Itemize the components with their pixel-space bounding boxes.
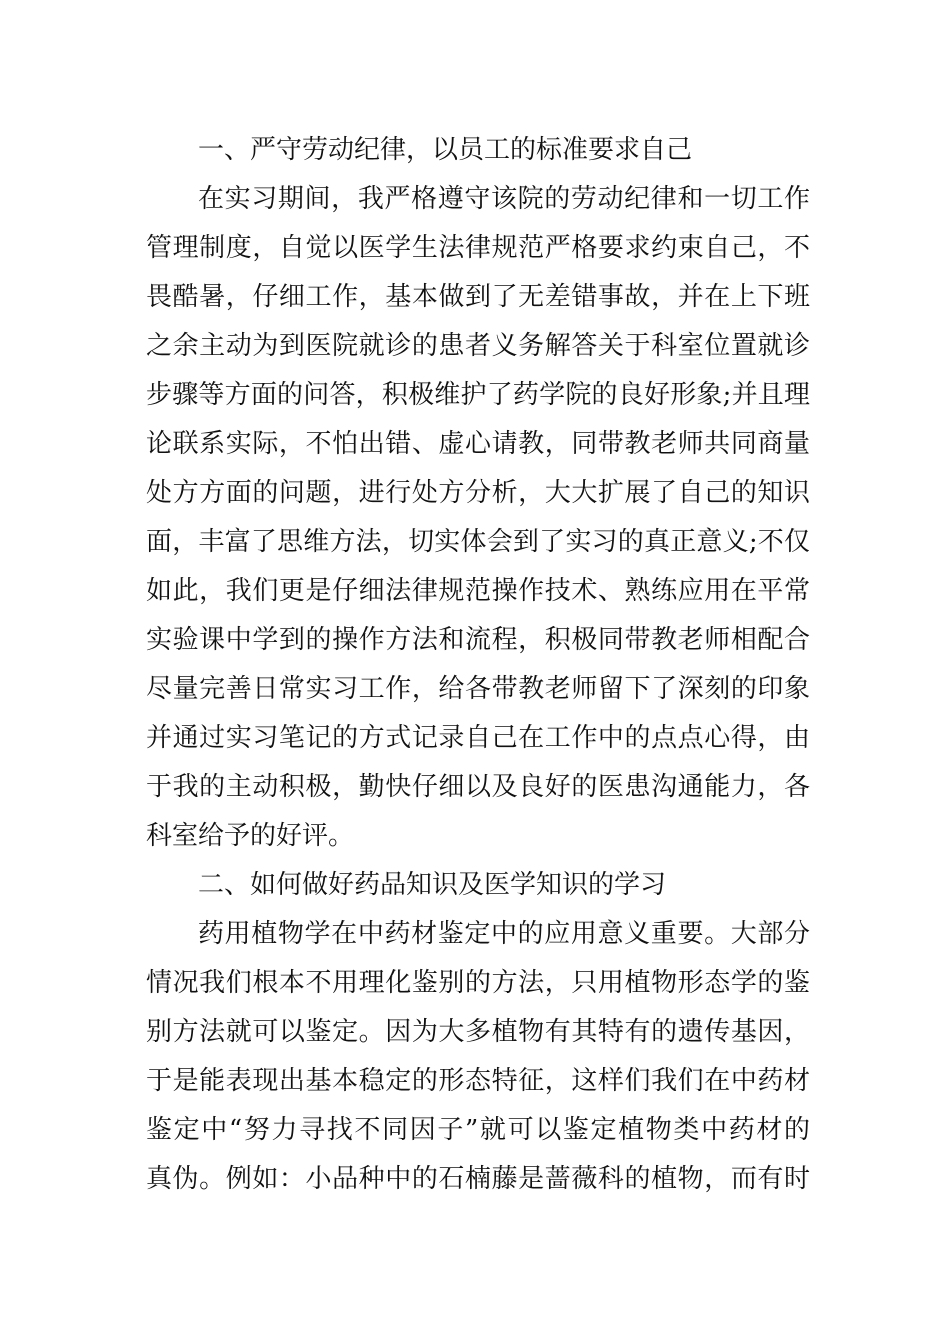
section-1-paragraph-line: 步骤等方面的问答，积极维护了药学院的良好形象;并且理 [146, 380, 810, 410]
section-2-paragraph-line: 真伪。例如：小品种中的石楠藤是蔷薇科的植物，而有时 [146, 1164, 810, 1194]
section-2-paragraph-line: 别方法就可以鉴定。因为大多植物有其特有的遗传基因， [146, 1017, 810, 1047]
section-2-paragraph-line: 鉴定中“努力寻找不同因子”就可以鉴定植物类中药材的 [146, 1115, 810, 1145]
section-1-paragraph-line: 科室给予的好评。 [146, 821, 355, 851]
section-1-paragraph-line: 尽量完善日常实习工作，给各带教老师留下了深刻的印象 [146, 674, 810, 704]
section-1-paragraph-line: 如此，我们更是仔细法律规范操作技术、熟练应用在平常 [146, 576, 810, 606]
section-1-paragraph-line: 于我的主动积极，勤快仔细以及良好的医患沟通能力，各 [146, 772, 810, 802]
section-1-heading: 一、严守劳动纪律，以员工的标准要求自己 [198, 135, 693, 165]
section-1-paragraph-line: 实验课中学到的操作方法和流程，积极同带教老师相配合 [146, 625, 810, 655]
section-2-paragraph-line: 情况我们根本不用理化鉴别的方法，只用植物形态学的鉴 [146, 968, 810, 998]
section-1-paragraph-line: 畏酷暑，仔细工作，基本做到了无差错事故，并在上下班 [146, 282, 810, 312]
section-2-paragraph-line: 药用植物学在中药材鉴定中的应用意义重要。大部分 [198, 919, 810, 949]
section-2-heading: 二、如何做好药品知识及医学知识的学习 [198, 870, 667, 900]
section-1-paragraph-line: 管理制度，自觉以医学生法律规范严格要求约束自己，不 [146, 233, 810, 263]
section-1-paragraph-line: 论联系实际，不怕出错、虚心请教，同带教老师共同商量 [146, 429, 810, 459]
section-1-paragraph-line: 并通过实习笔记的方式记录自己在工作中的点点心得，由 [146, 723, 810, 753]
section-1-paragraph-line: 之余主动为到医院就诊的患者义务解答关于科室位置就诊 [146, 331, 810, 361]
section-1-paragraph-line: 在实习期间，我严格遵守该院的劳动纪律和一切工作 [198, 184, 810, 214]
section-1-paragraph-line: 处方方面的问题，进行处方分析，大大扩展了自己的知识 [146, 478, 810, 508]
document-body [146, 126, 810, 1204]
section-2-paragraph-line: 于是能表现出基本稳定的形态特征，这样们我们在中药材 [146, 1066, 810, 1096]
section-1-paragraph-line: 面，丰富了思维方法，切实体会到了实习的真正意义;不仅 [146, 527, 810, 557]
